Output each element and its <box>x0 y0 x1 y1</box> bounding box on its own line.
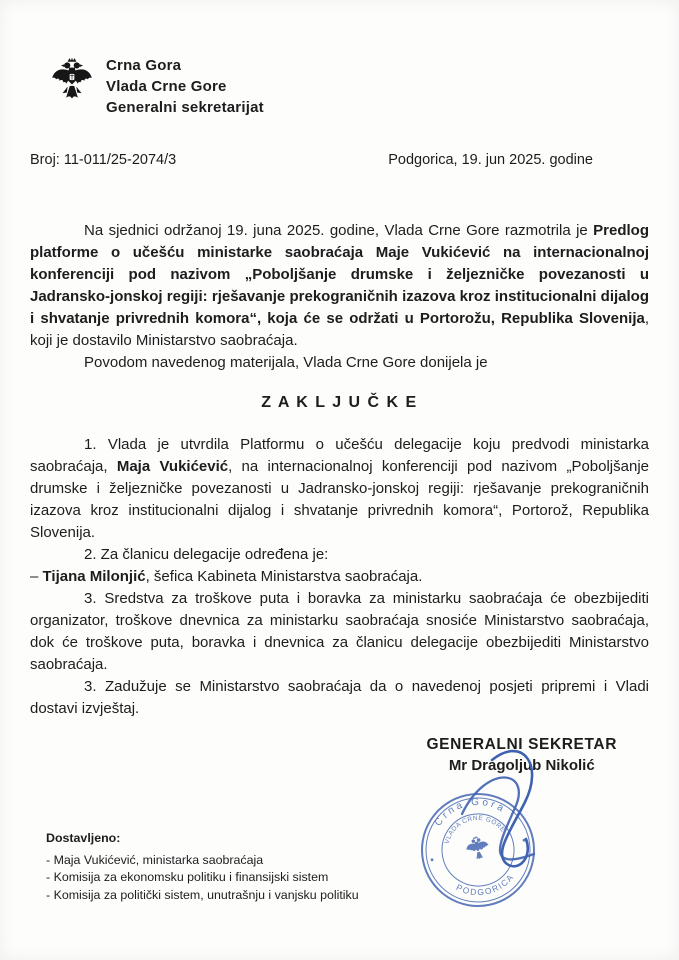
signatory-title: GENERALNI SEKRETAR <box>426 736 617 753</box>
delegation-member-line <box>30 566 649 588</box>
conclusion-item-3: 3. Sredstva za troškove puta i boravka za ministarku saobraćaja će obezbijediti organizator, troškove dnevnica za ministarku saobraćaja snosiće Ministarstvo saobraćaja, dok će troškove puta, boravka i dnevnica za članicu delegacije obezbijediti Ministarstvo saobraćaja. <box>30 590 649 673</box>
svg-text:Crna Gora <box>429 790 509 830</box>
distribution-label: Dostavljeno: <box>46 831 121 845</box>
dash-prefix: – <box>30 568 43 585</box>
conclusion-item-2: 2. Za članicu delegacije određena je: <box>84 546 329 563</box>
signature-block <box>30 734 649 777</box>
member-role: , šefica Kabineta Ministarstva saobraćaja. <box>145 568 423 585</box>
stamp-middle-text: VLADA CRNE GORE <box>443 814 507 845</box>
signatory-name: Mr Dragoljub Nikolić <box>448 757 595 774</box>
letterhead-government: Vlada Crne Gore <box>106 78 227 95</box>
conclusion-item-1 <box>30 434 649 544</box>
place-and-date: Podgorica, 19. jun 2025. godine <box>388 152 593 168</box>
member-name-bold: Tijana Milonjić <box>42 568 146 585</box>
intro-text-bold: Predlog platforme o učešću ministarke saobraćaja Maje Vukićević na internacionalnoj konferenciji pod nazivom „Poboljšanje drumske i željezničke povezanosti u Jadransko-jonskoj regiji: rješavanje prekograničnih izazova kroz institucionalni dijalog i shvatanje privrednih komora“, koja će se održati u Portorožu, Republika Slovenija <box>30 222 649 327</box>
meta-row <box>30 152 649 168</box>
item1-name-bold: Maja Vukićević <box>116 458 229 475</box>
item1-text-1: 1. Vlada je utvrdila Platformu o učešću delegacije koju predvodi ministarka saobraćaja, <box>30 436 649 475</box>
coat-of-arms-icon <box>50 55 94 111</box>
letterhead-text <box>106 55 264 118</box>
distribution-item: - Komisija za politički sistem, unutrašnju i vanjsku politiku <box>46 887 359 902</box>
paragraph-lead-in: Povodom navedenog materijala, Vlada Crne Gore donijela je <box>84 354 488 371</box>
letterhead-country: Crna Gora <box>106 57 182 74</box>
conclusions-heading: Z A K L J U Č K E <box>261 394 418 411</box>
document-body <box>30 220 649 777</box>
stamp-bottom-text: PODGORICA <box>454 871 516 898</box>
letterhead-department: Generalni sekretarijat <box>106 99 264 116</box>
item1-text-2: , na internacionalnoj konferenciji pod nazivom „Poboljšanje drumske i željezničke povezanosti u Jadransko-jonskoj regiji: rješavanje prekograničnih izazova kroz institucionalni dijalog i shvatanje privrednih komora“, Portorož, Republika Slovenija. <box>30 458 649 541</box>
intro-text-2: , koji je dostavilo Ministarstvo saobraćaja. <box>30 310 649 349</box>
distribution-item: - Maja Vukićević, ministarka saobraćaja <box>46 852 264 867</box>
stamp-top-text: Crna Gora <box>432 796 508 829</box>
paragraph-intro <box>30 220 649 352</box>
stamp-coat-of-arms-icon <box>464 834 491 862</box>
letterhead <box>50 55 649 118</box>
svg-text:PODGORICA <box>453 870 518 902</box>
svg-text:VLADA CRNE GORE <box>439 809 507 846</box>
intro-text-1: Na sjednici održanoj 19. juna 2025. godine, Vlada Crne Gore razmotrila je <box>84 222 594 239</box>
distribution-item: - Komisija za ekonomsku politiku i finansijski sistem <box>46 870 329 884</box>
document-number: Broj: 11-011/25-2074/3 <box>30 152 177 168</box>
distribution-list <box>46 830 359 904</box>
conclusion-item-4: 3. Zadužuje se Ministarstvo saobraćaja da o navedenoj posjeti pripremi i Vladi dostavi izvještaj. <box>30 678 649 717</box>
